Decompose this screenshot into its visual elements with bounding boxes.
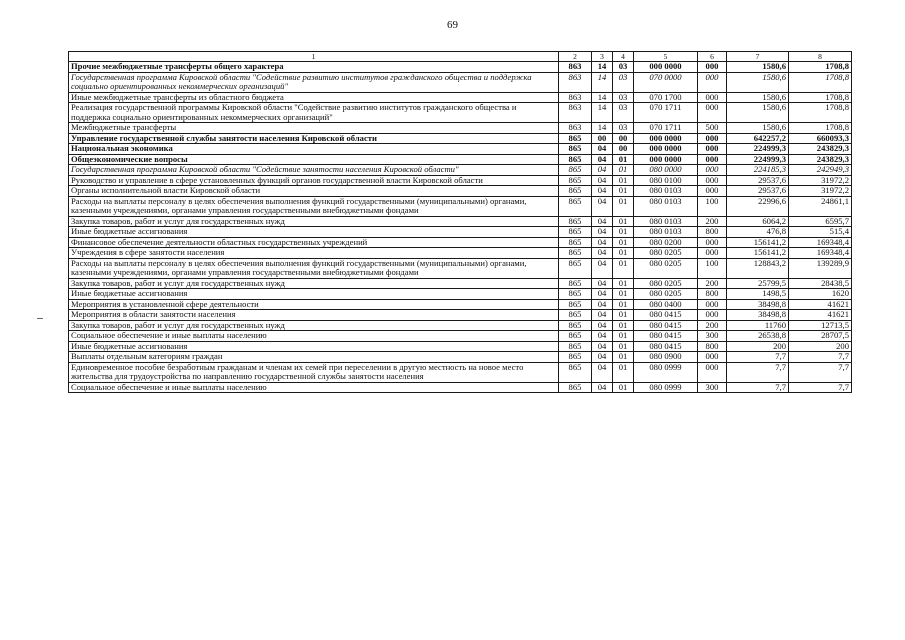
cell-expense-type: 000 [698,175,727,186]
cell-subsection: 01 [613,289,634,300]
cell-amount-1: 1580,6 [727,103,789,123]
cell-amount-1: 1580,6 [727,92,789,103]
cell-amount-1: 642257,2 [727,133,789,144]
row-name: Руководство и управление в сфере установленных функций органов государственной власти Кировской области [69,175,559,186]
table-row [69,165,852,176]
cell-section: 04 [592,175,613,186]
cell-expense-type: 800 [698,341,727,352]
cell-target-item: 080 0205 [634,278,698,289]
cell-amount-2: 31972,2 [789,186,852,197]
cell-subsection: 01 [613,362,634,382]
cell-expense-type: 200 [698,278,727,289]
row-name: Закупка товаров, работ и услуг для государственных нужд [69,278,559,289]
cell-amount-1: 200 [727,341,789,352]
cell-expense-type: 000 [698,154,727,165]
cell-section: 04 [592,196,613,216]
cell-section: 04 [592,144,613,155]
cell-target-item: 080 0415 [634,320,698,331]
cell-ministry: 865 [559,165,592,176]
table-row [69,237,852,248]
table-row [69,186,852,197]
cell-ministry: 865 [559,144,592,155]
row-name: Мероприятия в области занятости населения [69,310,559,321]
cell-amount-2: 169348,4 [789,237,852,248]
cell-section: 14 [592,123,613,134]
cell-subsection: 01 [613,310,634,321]
cell-target-item: 000 0000 [634,62,698,73]
cell-ministry: 863 [559,62,592,73]
cell-amount-2: 41621 [789,310,852,321]
table-row [69,310,852,321]
cell-expense-type: 000 [698,133,727,144]
cell-subsection: 01 [613,352,634,363]
cell-section: 04 [592,310,613,321]
cell-amount-2: 1620 [789,289,852,300]
cell-amount-2: 6595,7 [789,216,852,227]
cell-ministry: 865 [559,196,592,216]
row-name: Общеэкономические вопросы [69,154,559,165]
table-row [69,248,852,259]
cell-ministry: 865 [559,133,592,144]
cell-amount-2: 243829,3 [789,154,852,165]
cell-target-item: 000 0000 [634,154,698,165]
row-name: Мероприятия в установленной сфере деятельности [69,299,559,310]
table-row [69,299,852,310]
cell-subsection: 01 [613,186,634,197]
table-row [69,289,852,300]
header-cell: 1 [69,52,559,62]
row-name: Закупка товаров, работ и услуг для государственных нужд [69,216,559,227]
cell-target-item: 000 0000 [634,133,698,144]
cell-subsection: 01 [613,165,634,176]
cell-target-item: 080 0415 [634,310,698,321]
cell-subsection: 03 [613,62,634,73]
table-row [69,144,852,155]
cell-target-item: 070 0000 [634,72,698,92]
cell-subsection: 00 [613,144,634,155]
cell-expense-type: 000 [698,165,727,176]
row-name: Иные бюджетные ассигнования [69,341,559,352]
cell-target-item: 000 0000 [634,144,698,155]
header-cell: 8 [789,52,852,62]
cell-target-item: 080 0205 [634,248,698,259]
cell-expense-type: 300 [698,382,727,393]
cell-expense-type: 200 [698,320,727,331]
cell-ministry: 865 [559,175,592,186]
cell-target-item: 080 0103 [634,186,698,197]
table-row [69,133,852,144]
cell-amount-2: 24861,1 [789,196,852,216]
row-name: Органы исполнительной власти Кировской области [69,186,559,197]
cell-amount-2: 28438,5 [789,278,852,289]
cell-expense-type: 100 [698,196,727,216]
cell-amount-1: 26538,8 [727,331,789,342]
cell-target-item: 080 0900 [634,352,698,363]
cell-section: 04 [592,299,613,310]
cell-expense-type: 000 [698,72,727,92]
cell-amount-2: 7,7 [789,352,852,363]
cell-target-item: 080 0400 [634,299,698,310]
budget-table [68,51,852,393]
cell-subsection: 01 [613,341,634,352]
cell-section: 04 [592,352,613,363]
cell-amount-2: 139289,9 [789,258,852,278]
cell-expense-type: 300 [698,331,727,342]
cell-target-item: 080 0000 [634,165,698,176]
cell-subsection: 01 [613,382,634,393]
cell-amount-2: 7,7 [789,362,852,382]
cell-target-item: 080 0415 [634,341,698,352]
cell-ministry: 865 [559,341,592,352]
cell-amount-2: 1708,8 [789,62,852,73]
cell-subsection: 01 [613,258,634,278]
cell-section: 04 [592,320,613,331]
cell-expense-type: 000 [698,237,727,248]
cell-expense-type: 100 [698,258,727,278]
header-cell: 2 [559,52,592,62]
cell-section: 04 [592,362,613,382]
cell-target-item: 070 1711 [634,103,698,123]
row-name: Финансовое обеспечение деятельности областных государственных учреждений [69,237,559,248]
cell-expense-type: 000 [698,299,727,310]
table-row [69,103,852,123]
cell-amount-1: 1580,6 [727,123,789,134]
row-name: Социальное обеспечение и иные выплаты населению [69,382,559,393]
row-name: Закупка товаров, работ и услуг для государственных нужд [69,320,559,331]
cell-section: 04 [592,341,613,352]
cell-amount-1: 11760 [727,320,789,331]
cell-ministry: 865 [559,362,592,382]
cell-amount-1: 38498,8 [727,299,789,310]
row-name: Управление государственной службы занятости населения Кировской области [69,133,559,144]
cell-amount-1: 29537,6 [727,175,789,186]
cell-amount-2: 12713,5 [789,320,852,331]
cell-ministry: 865 [559,258,592,278]
cell-expense-type: 000 [698,310,727,321]
cell-amount-2: 7,7 [789,382,852,393]
cell-section: 04 [592,227,613,238]
row-name: Межбюджетные трансферты [69,123,559,134]
cell-target-item: 080 0103 [634,196,698,216]
cell-amount-1: 1580,6 [727,72,789,92]
table-row [69,216,852,227]
cell-ministry: 865 [559,278,592,289]
cell-subsection: 01 [613,196,634,216]
cell-ministry: 865 [559,237,592,248]
cell-ministry: 865 [559,289,592,300]
cell-amount-1: 6064,2 [727,216,789,227]
cell-subsection: 01 [613,248,634,259]
table-row [69,331,852,342]
cell-amount-1: 224999,3 [727,144,789,155]
cell-amount-2: 1708,8 [789,92,852,103]
cell-amount-1: 22996,6 [727,196,789,216]
cell-expense-type: 000 [698,186,727,197]
cell-section: 00 [592,133,613,144]
row-name: Государственная программа Кировской области "Содействие занятости населения Кировской области" [69,165,559,176]
cell-expense-type: 000 [698,352,727,363]
cell-amount-2: 243829,3 [789,144,852,155]
cell-amount-1: 1498,5 [727,289,789,300]
row-name: Расходы на выплаты персоналу в целях обеспечения выполнения функций государственными (муниципальными) органами, казенными учреждениями, органами управления государственными внебюджетными фондами [69,196,559,216]
cell-ministry: 865 [559,216,592,227]
cell-section: 14 [592,92,613,103]
cell-subsection: 03 [613,103,634,123]
cell-target-item: 080 0415 [634,331,698,342]
cell-target-item: 080 0999 [634,362,698,382]
cell-ministry: 865 [559,227,592,238]
cell-subsection: 01 [613,237,634,248]
cell-ministry: 863 [559,92,592,103]
cell-section: 04 [592,154,613,165]
cell-amount-1: 29537,6 [727,186,789,197]
cell-section: 04 [592,216,613,227]
cell-expense-type: 200 [698,216,727,227]
cell-expense-type: 000 [698,248,727,259]
cell-section: 04 [592,289,613,300]
cell-ministry: 865 [559,320,592,331]
cell-amount-1: 224999,3 [727,154,789,165]
cell-expense-type: 500 [698,123,727,134]
table-row [69,175,852,186]
cell-section: 04 [592,258,613,278]
cell-expense-type: 000 [698,362,727,382]
cell-section: 04 [592,186,613,197]
row-name: Реализация государственной программы Кировской области "Содействие развитию институтов гражданского общества и поддержка социально ориентированных некоммерческих организаций" [69,103,559,123]
table-row [69,196,852,216]
cell-amount-2: 1708,8 [789,123,852,134]
cell-ministry: 865 [559,382,592,393]
cell-target-item: 080 0205 [634,258,698,278]
cell-section: 04 [592,165,613,176]
cell-amount-2: 1708,8 [789,103,852,123]
cell-subsection: 01 [613,331,634,342]
cell-amount-2: 169348,4 [789,248,852,259]
row-name: Учреждения в сфере занятости населения [69,248,559,259]
cell-section: 04 [592,237,613,248]
cell-section: 14 [592,103,613,123]
row-name: Выплаты отдельным категориям граждан [69,352,559,363]
cell-amount-1: 38498,8 [727,310,789,321]
header-cell: 6 [698,52,727,62]
cell-amount-2: 28707,5 [789,331,852,342]
cell-amount-1: 1580,6 [727,62,789,73]
cell-subsection: 01 [613,175,634,186]
table-row [69,154,852,165]
cell-target-item: 080 0103 [634,216,698,227]
row-name: Единовременное пособие безработным гражданам и членам их семей при переселении в другую местность на новое место жительства для трудоустройства по направлению государственной службы занятости населения [69,362,559,382]
cell-ministry: 865 [559,299,592,310]
table-row [69,227,852,238]
table-row [69,362,852,382]
cell-subsection: 01 [613,154,634,165]
cell-ministry: 865 [559,154,592,165]
cell-amount-1: 476,8 [727,227,789,238]
header-cell: 7 [727,52,789,62]
cell-target-item: 070 1700 [634,92,698,103]
table-row [69,92,852,103]
cell-expense-type: 800 [698,227,727,238]
row-name: Иные межбюджетные трансферты из областного бюджета [69,92,559,103]
cell-target-item: 080 0205 [634,289,698,300]
cell-expense-type: 000 [698,144,727,155]
scan-mark [37,318,43,319]
cell-expense-type: 000 [698,92,727,103]
cell-amount-2: 660093,3 [789,133,852,144]
table-row [69,258,852,278]
cell-amount-2: 31972,2 [789,175,852,186]
table-row [69,62,852,73]
cell-section: 04 [592,248,613,259]
table-row [69,352,852,363]
row-name: Иные бюджетные ассигнования [69,227,559,238]
table-row [69,72,852,92]
table-row [69,320,852,331]
cell-amount-1: 156141,2 [727,248,789,259]
cell-section: 04 [592,382,613,393]
cell-ministry: 865 [559,331,592,342]
table-row [69,278,852,289]
cell-expense-type: 800 [698,289,727,300]
header-row [69,52,852,62]
row-name: Прочие межбюджетные трансферты общего характера [69,62,559,73]
cell-ministry: 865 [559,248,592,259]
cell-amount-2: 1708,8 [789,72,852,92]
cell-subsection: 01 [613,320,634,331]
cell-amount-1: 7,7 [727,382,789,393]
cell-subsection: 03 [613,92,634,103]
cell-target-item: 080 0200 [634,237,698,248]
cell-amount-1: 7,7 [727,362,789,382]
cell-section: 14 [592,62,613,73]
header-cell: 3 [592,52,613,62]
cell-ministry: 863 [559,103,592,123]
cell-amount-1: 128843,2 [727,258,789,278]
cell-ministry: 863 [559,72,592,92]
cell-section: 04 [592,278,613,289]
table-row [69,382,852,393]
table-row [69,123,852,134]
cell-amount-2: 242949,3 [789,165,852,176]
row-name: Государственная программа Кировской области "Содействие развитию институтов гражданского общества и поддержка социально ориентированных некоммерческих организаций" [69,72,559,92]
cell-ministry: 863 [559,123,592,134]
cell-section: 14 [592,72,613,92]
cell-ministry: 865 [559,310,592,321]
cell-amount-2: 200 [789,341,852,352]
cell-amount-2: 515,4 [789,227,852,238]
row-name: Социальное обеспечение и иные выплаты населению [69,331,559,342]
cell-amount-1: 25799,5 [727,278,789,289]
cell-ministry: 865 [559,352,592,363]
cell-subsection: 01 [613,299,634,310]
page-number: 69 [447,19,458,31]
cell-subsection: 00 [613,133,634,144]
cell-subsection: 03 [613,123,634,134]
cell-subsection: 01 [613,216,634,227]
header-cell: 5 [634,52,698,62]
cell-amount-1: 7,7 [727,352,789,363]
cell-amount-2: 41621 [789,299,852,310]
cell-target-item: 070 1711 [634,123,698,134]
cell-amount-1: 224185,3 [727,165,789,176]
row-name: Иные бюджетные ассигнования [69,289,559,300]
cell-ministry: 865 [559,186,592,197]
cell-target-item: 080 0100 [634,175,698,186]
cell-expense-type: 000 [698,62,727,73]
cell-subsection: 01 [613,278,634,289]
table-row [69,341,852,352]
cell-amount-1: 156141,2 [727,237,789,248]
cell-subsection: 01 [613,227,634,238]
cell-subsection: 03 [613,72,634,92]
cell-section: 04 [592,331,613,342]
row-name: Расходы на выплаты персоналу в целях обеспечения выполнения функций государственными (муниципальными) органами, казенными учреждениями, органами управления государственными внебюджетными фондами [69,258,559,278]
cell-target-item: 080 0999 [634,382,698,393]
cell-target-item: 080 0103 [634,227,698,238]
cell-expense-type: 000 [698,103,727,123]
header-cell: 4 [613,52,634,62]
row-name: Национальная экономика [69,144,559,155]
